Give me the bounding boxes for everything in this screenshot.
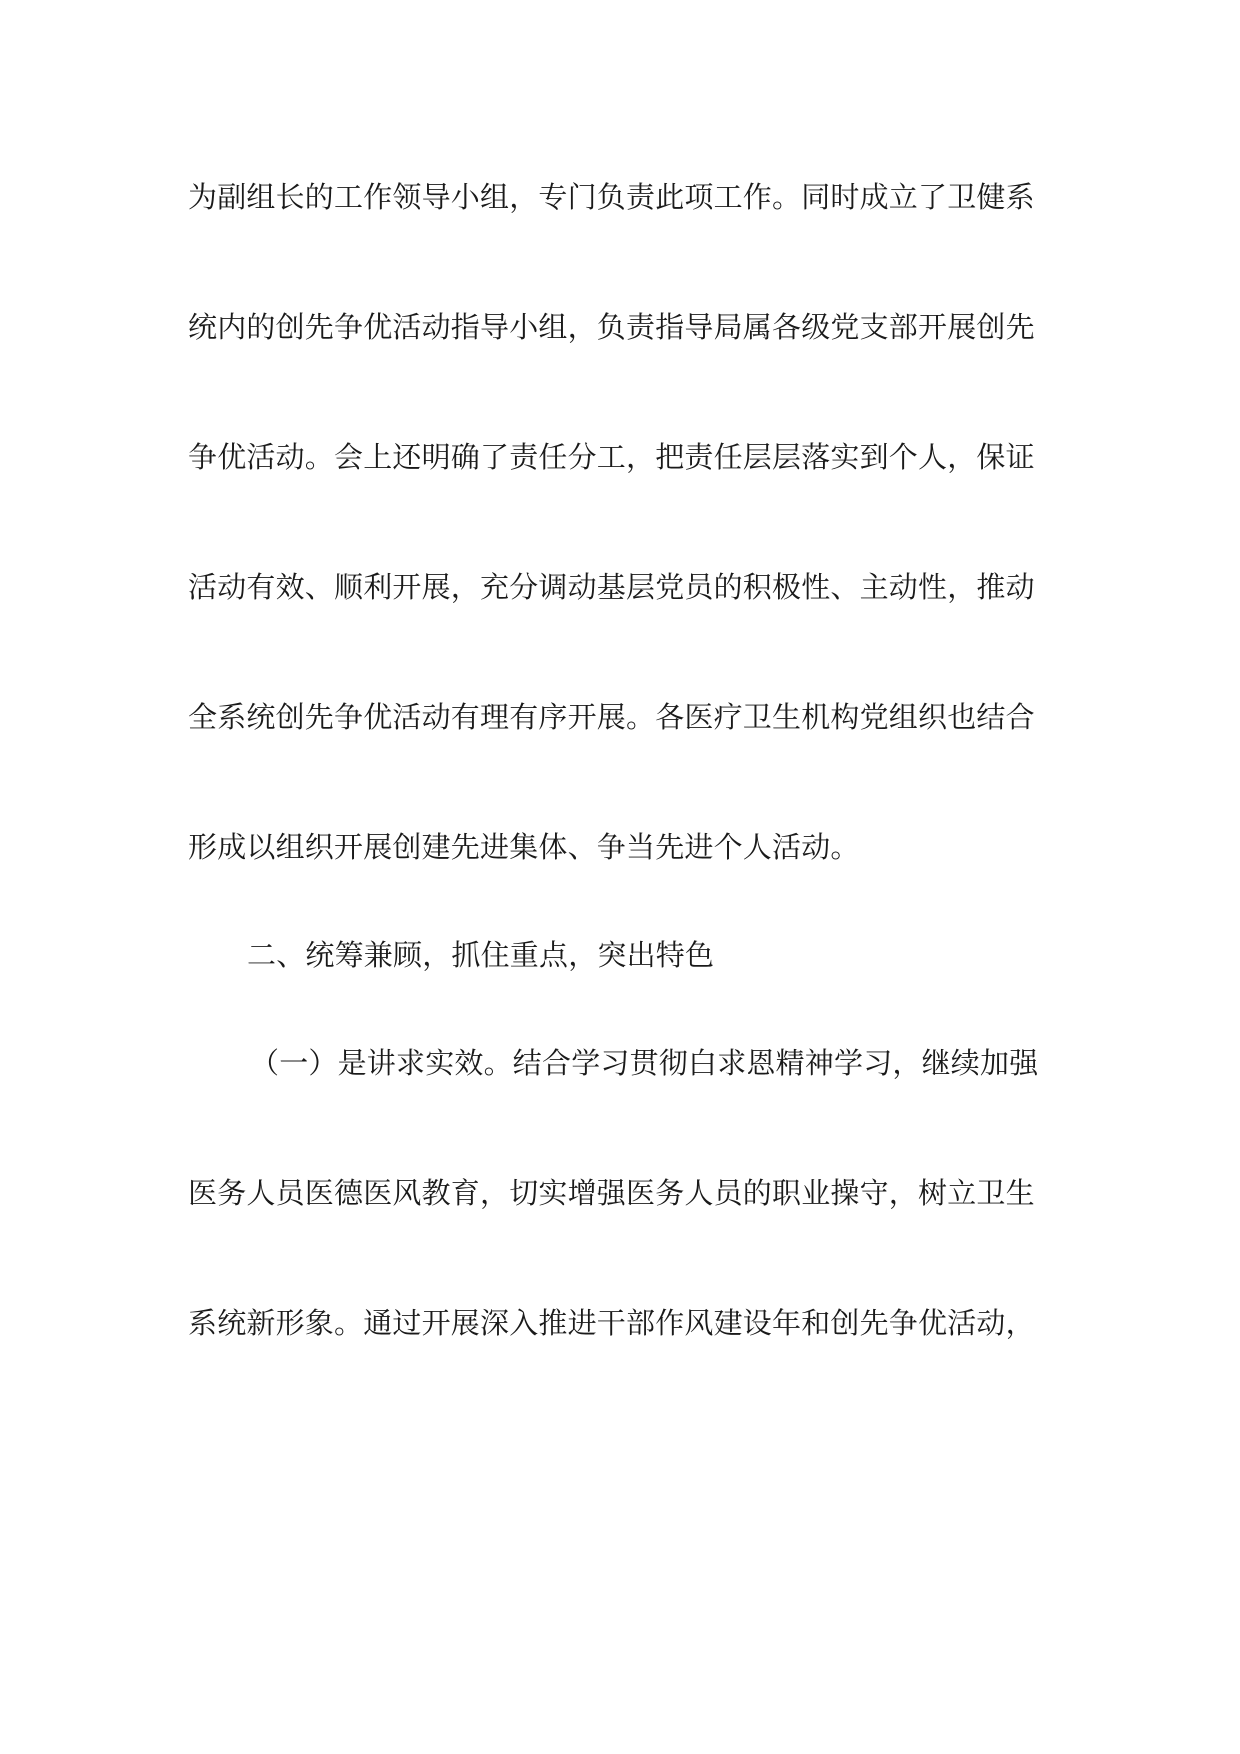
paragraph-line-1: 为副组长的工作领导小组，专门负责此项工作。同时成立了卫健系: [188, 180, 1035, 214]
paragraph-line-5: 全系统创先争优活动有理有序开展。各医疗卫生机构党组织也结合: [188, 700, 1035, 734]
sub-paragraph-line-1: （一）是讲求实效。结合学习贯彻白求恩精神学习，继续加强: [250, 1046, 1039, 1080]
section-heading: 二、统筹兼顾，抓住重点，突出特色: [247, 938, 715, 972]
paragraph-line-4: 活动有效、顺利开展，充分调动基层党员的积极性、主动性，推动: [188, 570, 1035, 604]
paragraph-line-2: 统内的创先争优活动指导小组，负责指导局属各级党支部开展创先: [188, 310, 1035, 344]
sub-paragraph-line-3: 系统新形象。通过开展深入推进干部作风建设年和创先争优活动，: [188, 1306, 1035, 1340]
paragraph-line-6: 形成以组织开展创建先进集体、争当先进个人活动。: [188, 830, 860, 864]
sub-paragraph-line-2: 医务人员医德医风教育，切实增强医务人员的职业操守，树立卫生: [188, 1176, 1035, 1210]
paragraph-line-3: 争优活动。会上还明确了责任分工，把责任层层落实到个人，保证: [188, 440, 1035, 474]
